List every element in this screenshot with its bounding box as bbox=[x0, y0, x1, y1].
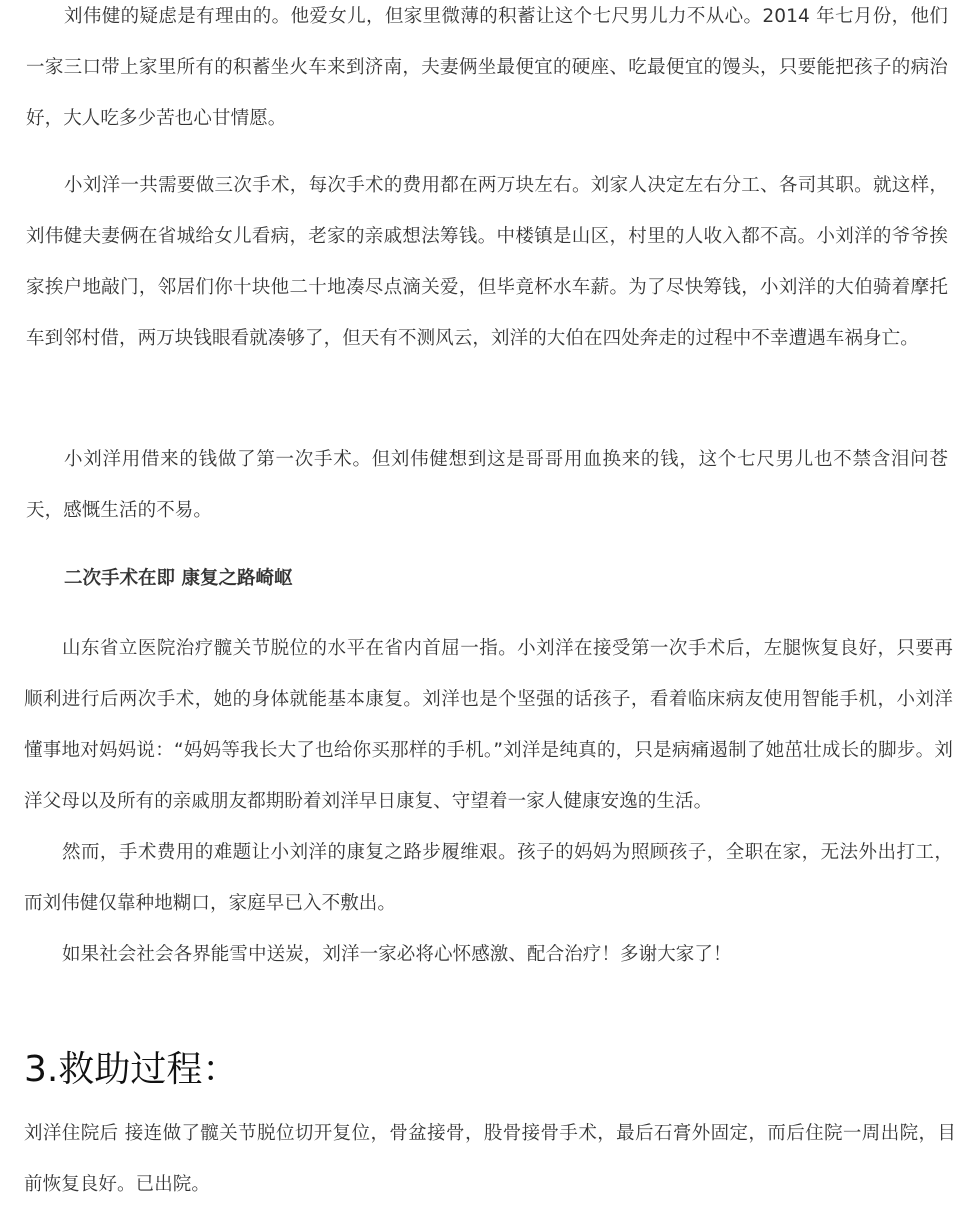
paragraph-appeal: 如果社会社会各界能雪中送炭，刘洋一家必将心怀感激、配合治疗！多谢大家了！ bbox=[62, 944, 732, 965]
paragraph-recovery: 山东省立医院治疗髋关节脱位的水平在省内首屈一指。小刘洋在接受第一次手术后，左腿恢复良好，只要再顺利进行后两次手术，她的身体就能基本康复。刘洋也是个坚强的话孩子，看着临床病友使用智能手机，小刘洋懂事地对妈妈说：“妈妈等我长大了也给你买那样的手机。”刘洋是纯真的，只是病痛遏制了她茁壮成长的脚步。刘洋父母以及所有的亲戚朋友都期盼着刘洋早日康复、守望着一家人健康安逸的生活。 bbox=[24, 638, 953, 812]
paragraph-financial-difficulty: 然而，手术费用的难题让小刘洋的康复之路步履维艰。孩子的妈妈为照顾孩子，全职在家，无法外出打工，而刘伟健仅靠种地糊口，家庭早已入不敷出。 bbox=[24, 842, 953, 914]
paragraph-assistance-process: 刘洋住院后 接连做了髋关节脱位切开复位，骨盆接骨，股骨接骨手术，最后石膏外固定，而后住院一周出院，目前恢复良好。已出院。 bbox=[24, 1123, 956, 1195]
paragraph-surgery-costs: 小刘洋一共需要做三次手术，每次手术的费用都在两万块左右。刘家人决定左右分工、各司其职。就这样，刘伟健夫妻俩在省城给女儿看病，老家的亲戚想法筹钱。中楼镇是山区，村里的人收入都不高。小刘洋的爷爷挨家挨户地敲门，邻居们你十块他二十地凑尽点滴关爱，但毕竟杯水车薪。为了尽快筹钱，小刘洋的大伯骑着摩托车到邻村借，两万块钱眼看就凑够了，但天有不测风云，刘洋的大伯在四处奔走的过程中不幸遭遇车祸身亡。 bbox=[26, 175, 948, 349]
paragraph-first-surgery: 小刘洋用借来的钱做了第一次手术。但刘伟健想到这是哥哥用血换来的钱，这个七尺男儿也不禁含泪问苍天，感慨生活的不易。 bbox=[26, 449, 948, 521]
section-title-assistance-process: 3.救助过程： bbox=[24, 1049, 239, 1090]
paragraph-family-savings: 刘伟健的疑虑是有理由的。他爱女儿，但家里微薄的积蓄让这个七尺男儿力不从心。2014 年七月份，他们一家三口带上家里所有的积蓄坐火车来到济南，夫妻俩坐最便宜的硬座、吃最便宜的馒头，只要能把孩子的病治好，大人吃多少苦也心甘情愿。 bbox=[26, 6, 948, 129]
subheading-second-surgery: 二次手术在即 康复之路崎岖 bbox=[64, 568, 293, 589]
